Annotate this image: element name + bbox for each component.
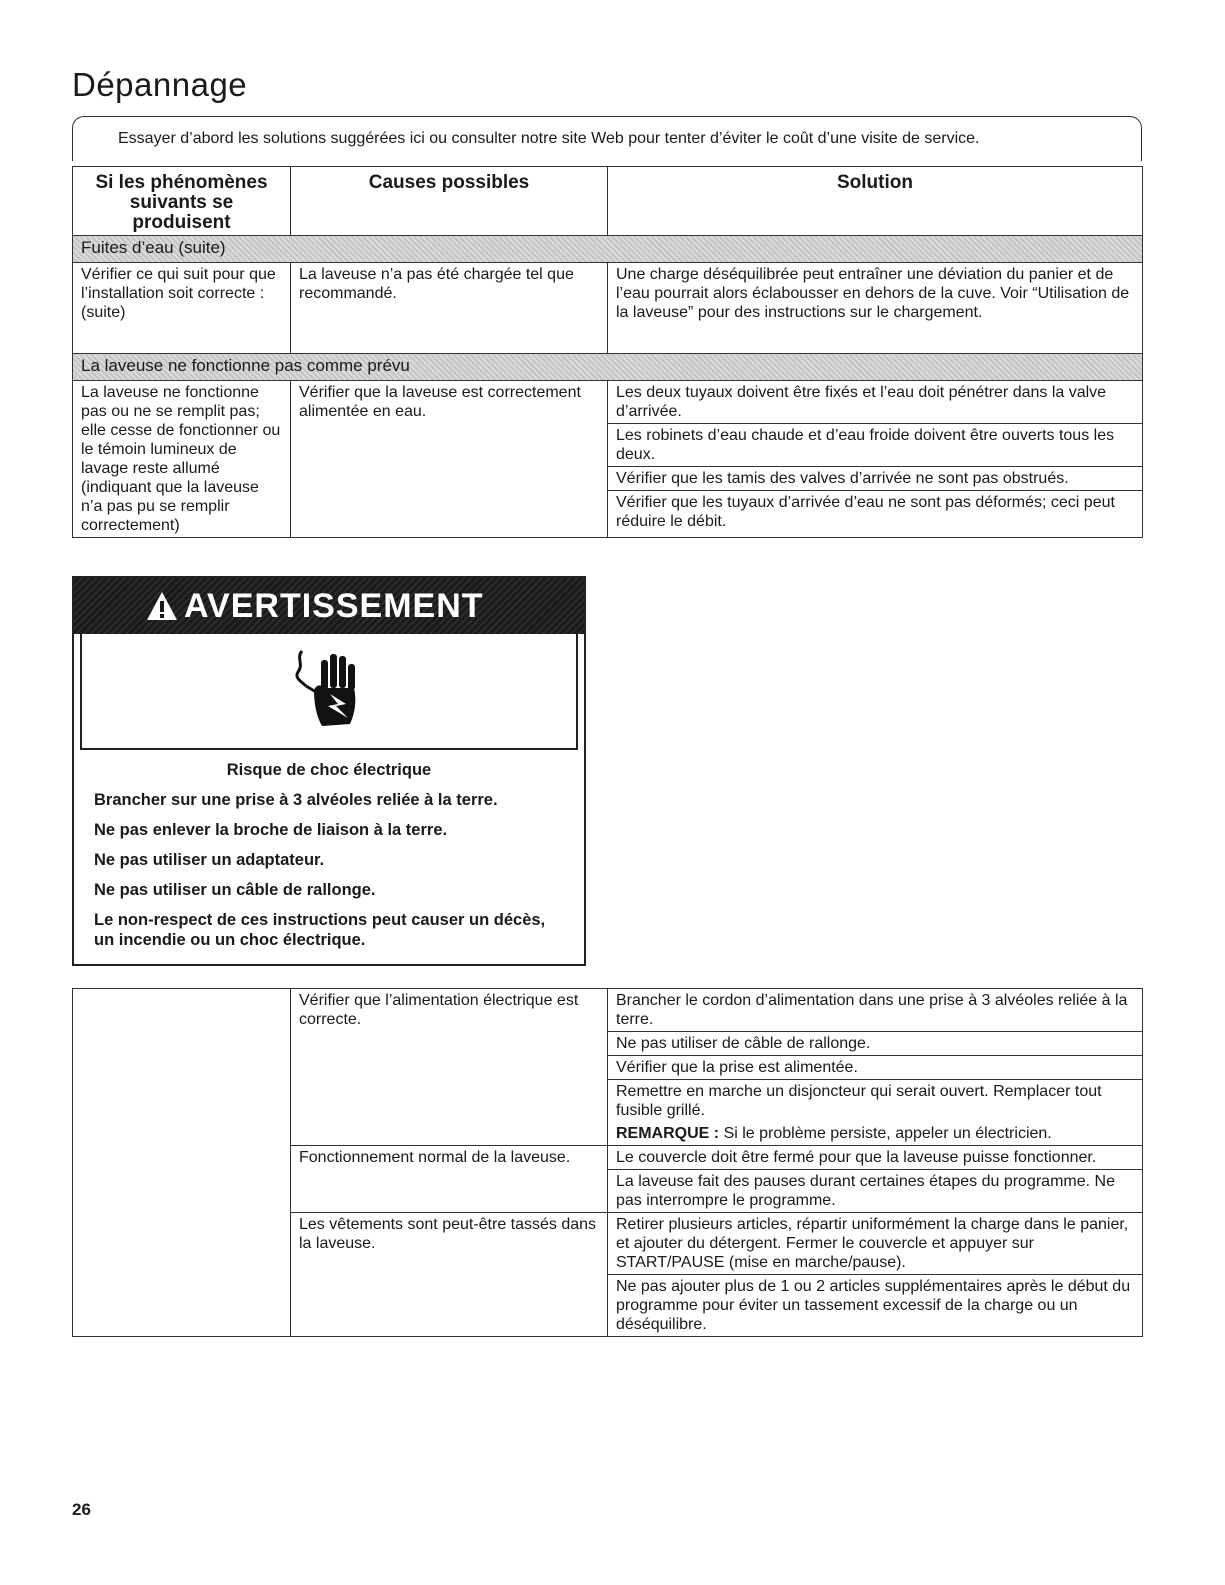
- warning-icon-frame: [80, 634, 578, 750]
- section-row: [73, 236, 1143, 263]
- cause-cell: Fonctionnement normal de la laveuse.: [291, 1146, 608, 1213]
- cause-cell: Vérifier que la laveuse est correctement alimentée en eau.: [291, 381, 608, 538]
- symptom-cell: La laveuse ne fonctionne pas ou ne se remplit pas; elle cesse de fonctionner ou le témoin lumineux de lavage reste allumé (indiquant que la laveuse n’a pas pu se remplir correctement): [73, 381, 291, 538]
- solution-item: Les deux tuyaux doivent être fixés et l’eau doit pénétrer dans la valve d’arrivée.: [608, 381, 1142, 424]
- solution-item: Retirer plusieurs articles, répartir uniformément la charge dans le panier, et ajouter du détergent. Fermer le couvercle et appuyer sur START/PAUSE (mise en marche/pause).: [608, 1213, 1142, 1275]
- solution-item: Ne pas ajouter plus de 1 ou 2 articles supplémentaires après le début du programme pour éviter un tassement excessif de la charge ou un déséquilibre.: [616, 1278, 1131, 1333]
- page-number: 26: [72, 1500, 91, 1519]
- header-solution: Solution: [608, 167, 1143, 236]
- symptom-cell: [73, 989, 291, 1337]
- warning-triangle-icon: [146, 591, 178, 621]
- section-row: [73, 354, 1143, 381]
- table-row: [73, 381, 1143, 538]
- solution-item: Les robinets d’eau chaude et d’eau froide doivent être ouverts tous les deux.: [608, 424, 1142, 467]
- intro-text: Essayer d’abord les solutions suggérées ici ou consulter notre site Web pour tenter d’éviter le coût d’une visite de service.: [118, 130, 980, 147]
- warning-line: Le non-respect de ces instructions peut causer un décès, un incendie ou un choc électrique.: [94, 911, 546, 949]
- warning-line: Ne pas utiliser un adaptateur.: [94, 851, 325, 869]
- solution-item: Vérifier que les tamis des valves d’arrivée ne sont pas obstrués.: [608, 467, 1142, 491]
- solution-item: Vérifier que les tuyaux d’arrivée d’eau ne sont pas déformés; ceci peut réduire le débit.: [616, 494, 1115, 530]
- solution-item: Brancher le cordon d’alimentation dans une prise à 3 alvéoles reliée à la terre.: [608, 989, 1142, 1032]
- solution-cell: [608, 989, 1143, 1146]
- solution-text: Remettre en marche un disjoncteur qui serait ouvert. Remplacer tout fusible grillé.: [616, 1083, 1102, 1119]
- warning-heading: AVERTISSEMENT: [184, 586, 484, 625]
- section-title: La laveuse ne fonctionne pas comme prévu: [73, 354, 1143, 381]
- warning-box: [72, 576, 586, 966]
- table-row: [73, 263, 1143, 354]
- solution-cell: [608, 1146, 1143, 1213]
- symptom-cell: Vérifier ce qui suit pour que l’installation soit correcte : (suite): [73, 263, 291, 354]
- cause-cell: Les vêtements sont peut-être tassés dans la laveuse.: [291, 1213, 608, 1337]
- solution-item: La laveuse fait des pauses durant certaines étapes du programme. Ne pas interrompre le programme.: [616, 1173, 1115, 1209]
- solution-item: Le couvercle doit être fermé pour que la laveuse puisse fonctionner.: [608, 1146, 1142, 1170]
- note: [616, 1124, 1134, 1143]
- warning-line: Brancher sur une prise à 3 alvéoles reliée à la terre.: [94, 791, 498, 809]
- electric-shock-hand-icon: [294, 646, 364, 736]
- page-title: Dépannage: [72, 66, 248, 103]
- solution-cell: [608, 381, 1143, 538]
- solution-cell: Une charge déséquilibrée peut entraîner une déviation du panier et de l’eau pourrait alors éclabousser en dehors de la cuve. Voir “Utilisation de la laveuse” pour des instructions sur le chargement.: [608, 263, 1143, 354]
- cause-cell: Vérifier que l’alimentation électrique est correcte.: [291, 989, 608, 1146]
- warning-line: Ne pas utiliser un câble de rallonge.: [94, 881, 376, 899]
- warning-body: [74, 750, 584, 970]
- solution-item: Vérifier que la prise est alimentée.: [608, 1056, 1142, 1080]
- note-text: Si le problème persiste, appeler un électricien.: [723, 1125, 1052, 1142]
- solution-cell: [608, 1213, 1143, 1337]
- table-header-row: [73, 167, 1143, 236]
- hazard-title: Risque de choc électrique: [226, 761, 432, 779]
- header-causes: Causes possibles: [291, 167, 608, 236]
- header-symptom: Si les phénomènes suivants se produisent: [73, 167, 291, 236]
- table-row: [73, 989, 1143, 1146]
- warning-line: Ne pas enlever la broche de liaison à la terre.: [94, 821, 448, 839]
- warning-header: [74, 578, 584, 634]
- troubleshooting-table: [72, 166, 1143, 538]
- solution-item: [608, 1080, 1142, 1145]
- section-title: Fuites d’eau (suite): [73, 236, 1143, 263]
- note-label: REMARQUE :: [616, 1125, 720, 1142]
- solution-item: Ne pas utiliser de câble de rallonge.: [608, 1032, 1142, 1056]
- troubleshooting-table-continued: [72, 988, 1143, 1337]
- cause-cell: La laveuse n’a pas été chargée tel que recommandé.: [291, 263, 608, 354]
